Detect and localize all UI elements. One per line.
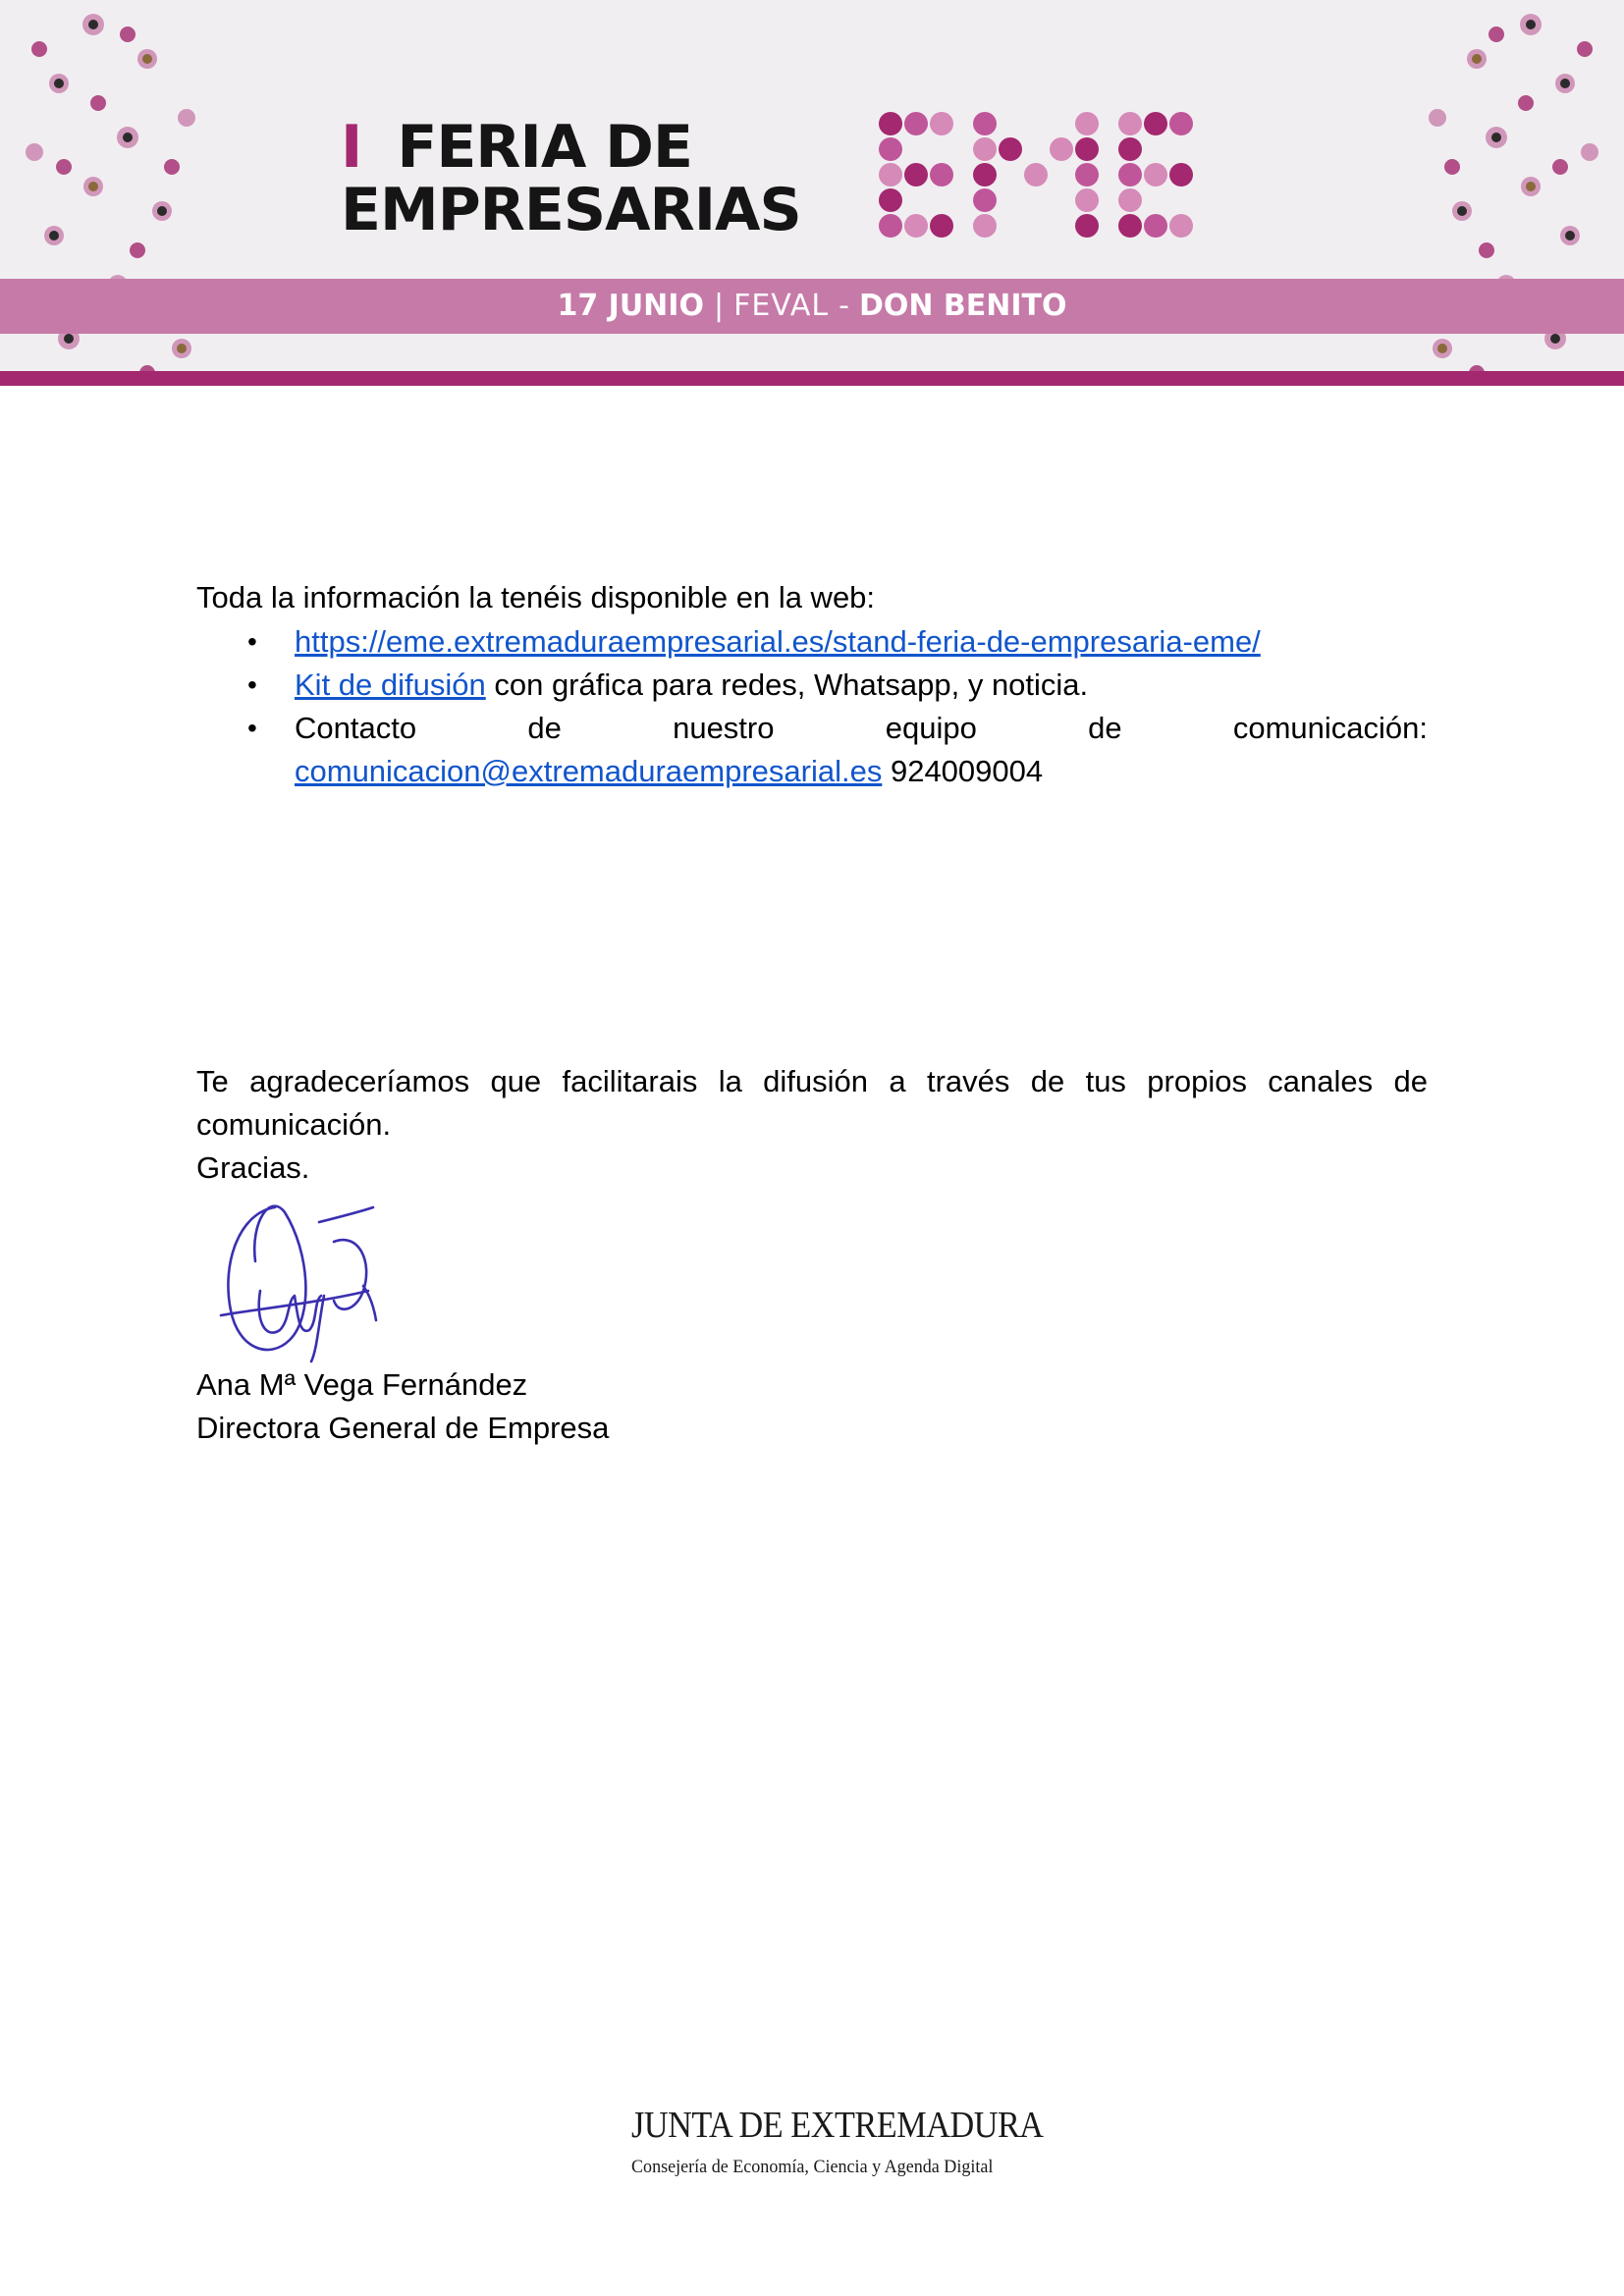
event-title (341, 113, 801, 244)
event-title-line-1: I FERIA DE (341, 113, 692, 182)
thanks-paragraph (196, 1060, 1428, 1190)
signer-block (196, 1363, 609, 1450)
banner-bottom-line (0, 371, 1624, 386)
consejeria-subtitle: Consejería de Economía, Ciencia y Agenda Digital (631, 2157, 994, 2177)
handwritten-signature (201, 1193, 388, 1364)
footer-logo (631, 2104, 1044, 2178)
kit-difusion-link[interactable]: Kit de difusión (295, 667, 486, 702)
contact-line (295, 750, 1428, 793)
contact-label: • Contacto de nuestro equipo de comunicación: (295, 711, 1428, 745)
kit-description: con gráfica para redes, Whatsapp, y noticia. (485, 667, 1089, 702)
list-item-url (196, 620, 1428, 664)
thanks-text: Te agradeceríamos que facilitarais la difusión a través de tus propios canales de comunicación. (196, 1064, 1428, 1142)
contact-email-link[interactable]: comunicacion@extremaduraempresarial.es (295, 754, 883, 788)
date-strip (0, 279, 1624, 334)
thanks-closing: Gracias. (196, 1150, 310, 1185)
event-web-link[interactable]: https://eme.extremaduraempresarial.es/stand-feria-de-empresaria-eme/ (295, 624, 1261, 659)
signer-name: Ana Mª Vega Fernández (196, 1367, 528, 1402)
signer-role: Directora General de Empresa (196, 1411, 610, 1445)
event-title-line-2: EMPRESARIAS (341, 176, 801, 244)
junta-extremadura-title: JUNTA DE EXTREMADURA (631, 2105, 1044, 2146)
event-venue: FEVAL (733, 289, 830, 323)
intro-text: Toda la información la tenéis disponible en la web: (196, 580, 876, 614)
event-city: DON BENITO (858, 289, 1067, 323)
info-list (196, 620, 1428, 793)
event-date: 17 JUNIO (557, 289, 704, 323)
edition-numeral: I (341, 113, 362, 182)
list-item-kit (196, 664, 1428, 707)
venue-dash: - (839, 289, 849, 323)
date-separator: | (713, 289, 725, 323)
eme-logo (877, 110, 1250, 238)
list-item-contact (196, 707, 1428, 793)
contact-phone: 924009004 (882, 754, 1044, 788)
event-date-venue (0, 279, 1624, 334)
event-banner (0, 0, 1624, 386)
